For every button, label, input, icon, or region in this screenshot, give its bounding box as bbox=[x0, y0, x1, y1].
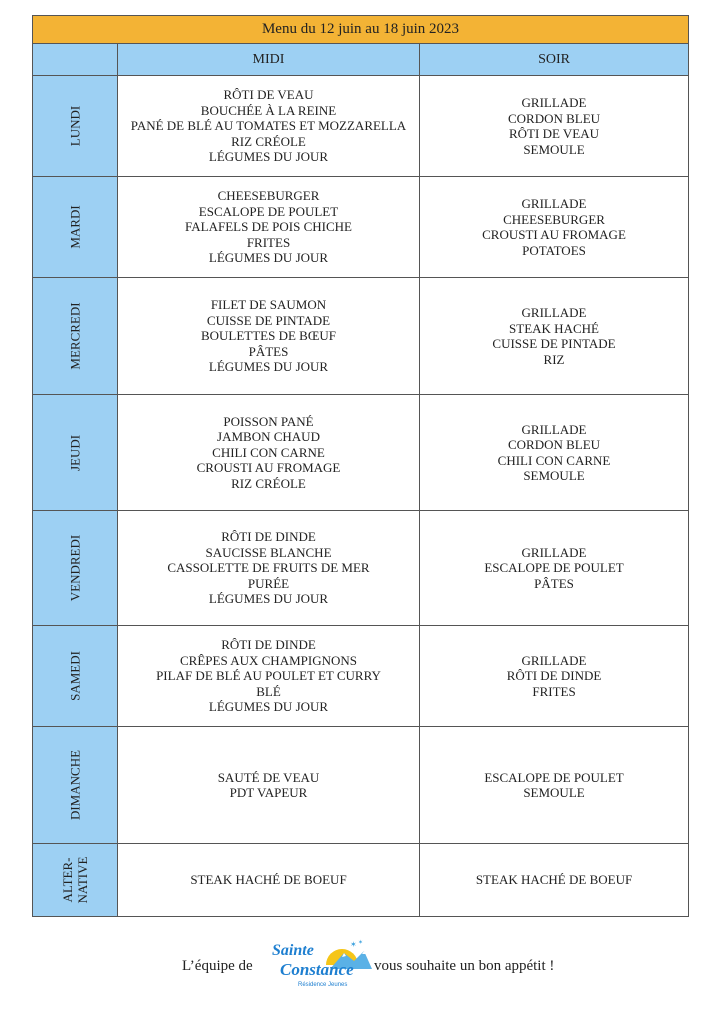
day-label: JEUDI bbox=[67, 434, 83, 471]
meal-item: FRITES bbox=[532, 683, 576, 699]
meal-item: FALAFELS DE POIS CHICHE bbox=[185, 219, 352, 235]
meal-item: RÔTI DE DINDE bbox=[221, 637, 316, 653]
svg-text:✶: ✶ bbox=[350, 940, 357, 949]
meal-item: POTATOES bbox=[522, 242, 586, 258]
meal-item: CHEESEBURGER bbox=[217, 188, 320, 204]
menu-title: Menu du 12 juin au 18 juin 2023 bbox=[33, 16, 689, 44]
meal-item: PILAF DE BLÉ AU POULET ET CURRY bbox=[156, 668, 381, 684]
meal-item: GRILLADE bbox=[521, 421, 587, 437]
day-row bbox=[33, 844, 689, 917]
meal-cell-midi bbox=[118, 76, 420, 177]
meal-item: PANÉ DE BLÉ AU TOMATES ET MOZZARELLA bbox=[130, 118, 407, 134]
meal-cell-soir bbox=[420, 727, 689, 844]
day-row bbox=[33, 727, 689, 844]
svg-text:Résidence Jeunes: Résidence Jeunes bbox=[298, 982, 348, 988]
day-row bbox=[33, 626, 689, 727]
meal-item: LÉGUMES DU JOUR bbox=[208, 699, 329, 715]
day-label: MARDI bbox=[67, 205, 83, 249]
day-label: VENDREDI bbox=[67, 534, 83, 602]
day-label: MERCREDI bbox=[67, 302, 83, 370]
meal-cell-midi bbox=[118, 511, 420, 626]
meal-item: LÉGUMES DU JOUR bbox=[208, 359, 329, 375]
column-header-soir: SOIR bbox=[420, 44, 689, 76]
day-label: DIMANCHE bbox=[67, 749, 83, 821]
day-row bbox=[33, 511, 689, 626]
day-label-cell bbox=[33, 177, 118, 278]
meal-item: LÉGUMES DU JOUR bbox=[208, 250, 329, 266]
day-label-cell bbox=[33, 278, 118, 395]
meal-item: CORDON BLEU bbox=[507, 110, 601, 126]
meal-item: GRILLADE bbox=[521, 544, 587, 560]
meal-item: CHILI CON CARNE bbox=[212, 444, 325, 460]
meal-item: CORDON BLEU bbox=[507, 437, 601, 452]
meal-item: GRILLADE bbox=[521, 95, 587, 110]
meal-item: RIZ CRÉOLE bbox=[231, 475, 306, 491]
meal-item: CUISSE DE PINTADE bbox=[492, 336, 616, 351]
meal-item: JAMBON CHAUD bbox=[217, 429, 320, 445]
meal-cell-midi bbox=[118, 626, 420, 727]
meal-cell-soir bbox=[420, 844, 689, 917]
meal-cell-midi bbox=[118, 395, 420, 511]
footer-text-right: vous souhaite un bon appétit ! bbox=[374, 958, 555, 974]
meal-cell-midi bbox=[118, 278, 420, 395]
day-label-cell bbox=[33, 626, 118, 727]
meal-item: PÂTES bbox=[534, 575, 574, 591]
meal-cell-soir bbox=[420, 76, 689, 177]
sainte-constance-logo bbox=[268, 935, 372, 993]
header-corner bbox=[33, 44, 118, 76]
meal-item: STEAK HACHÉ bbox=[509, 320, 599, 336]
meal-item: CROUSTI AU FROMAGE bbox=[482, 227, 626, 242]
menu-table bbox=[32, 15, 689, 917]
meal-item: ESCALOPE DE POULET bbox=[198, 203, 339, 219]
meal-cell-soir bbox=[420, 278, 689, 395]
meal-item: BOULETTES DE BŒUF bbox=[200, 328, 337, 344]
svg-text:Sainte: Sainte bbox=[272, 942, 314, 959]
meal-item: CASSOLETTE DE FRUITS DE MER bbox=[167, 560, 370, 576]
meal-cell-soir bbox=[420, 177, 689, 278]
day-label: ALTER- NATIVE bbox=[60, 856, 90, 904]
day-row bbox=[33, 177, 689, 278]
meal-item: POISSON PANÉ bbox=[223, 413, 314, 429]
day-label: SAMEDI bbox=[67, 651, 83, 701]
column-header-midi: MIDI bbox=[118, 44, 420, 76]
meal-item: RÔTI DE VEAU bbox=[223, 87, 314, 103]
meal-item: STEAK HACHÉ DE BOEUF bbox=[475, 872, 633, 888]
meal-item: RÔTI DE DINDE bbox=[221, 529, 316, 545]
meal-item: GRILLADE bbox=[521, 196, 587, 211]
meal-item: PDT VAPEUR bbox=[229, 785, 308, 800]
day-label-cell bbox=[33, 511, 118, 626]
meal-cell-midi bbox=[118, 177, 420, 278]
meal-cell-midi bbox=[118, 844, 420, 917]
day-label: LUNDI bbox=[67, 105, 83, 147]
meal-item: BOUCHÉE À LA REINE bbox=[200, 102, 337, 118]
meal-item: GRILLADE bbox=[521, 305, 587, 320]
meal-item: RÔTI DE DINDE bbox=[506, 668, 602, 684]
meal-item: SEMOULE bbox=[523, 141, 585, 157]
meal-item: ESCALOPE DE POULET bbox=[484, 560, 624, 576]
meal-item: RIZ bbox=[543, 351, 565, 367]
meal-cell-midi bbox=[118, 727, 420, 844]
meal-item: FILET DE SAUMON bbox=[210, 297, 327, 313]
meal-item: SAUCISSE BLANCHE bbox=[205, 544, 332, 560]
meal-item: SEMOULE bbox=[523, 785, 585, 800]
meal-item: RIZ CRÉOLE bbox=[231, 133, 306, 149]
meal-cell-soir bbox=[420, 511, 689, 626]
meal-item: STEAK HACHÉ DE BOEUF bbox=[190, 872, 347, 888]
day-label-cell bbox=[33, 727, 118, 844]
day-label-cell bbox=[33, 395, 118, 511]
meal-item: SEMOULE bbox=[523, 468, 585, 483]
meal-item: CHEESEBURGER bbox=[503, 211, 605, 227]
day-label-cell bbox=[33, 76, 118, 177]
meal-item: GRILLADE bbox=[521, 652, 587, 668]
svg-text:Constance: Constance bbox=[280, 960, 354, 979]
meal-item: RÔTI DE VEAU bbox=[509, 126, 600, 141]
footer-text-left: L’équipe de bbox=[182, 958, 253, 974]
meal-item: CUISSE DE PINTADE bbox=[206, 312, 331, 328]
meal-item: LÉGUMES DU JOUR bbox=[208, 149, 329, 165]
footer bbox=[0, 935, 725, 995]
day-label-cell bbox=[33, 844, 118, 917]
meal-item: FRITES bbox=[246, 234, 291, 250]
day-row bbox=[33, 278, 689, 395]
meal-item: BLÉ bbox=[256, 683, 281, 699]
svg-text:✶: ✶ bbox=[358, 939, 364, 946]
meal-item: CROUSTI AU FROMAGE bbox=[196, 460, 341, 476]
meal-item: PURÉE bbox=[247, 575, 290, 591]
meal-cell-soir bbox=[420, 395, 689, 511]
meal-cell-soir bbox=[420, 626, 689, 727]
meal-item: CRÊPES AUX CHAMPIGNONS bbox=[180, 652, 357, 668]
day-row bbox=[33, 76, 689, 177]
meal-item: LÉGUMES DU JOUR bbox=[208, 591, 329, 607]
meal-item: PÂTES bbox=[248, 343, 289, 359]
meal-item: CHILI CON CARNE bbox=[497, 452, 611, 468]
meal-item: ESCALOPE DE POULET bbox=[484, 769, 624, 785]
meal-item: SAUTÉ DE VEAU bbox=[217, 769, 320, 785]
day-row bbox=[33, 395, 689, 511]
